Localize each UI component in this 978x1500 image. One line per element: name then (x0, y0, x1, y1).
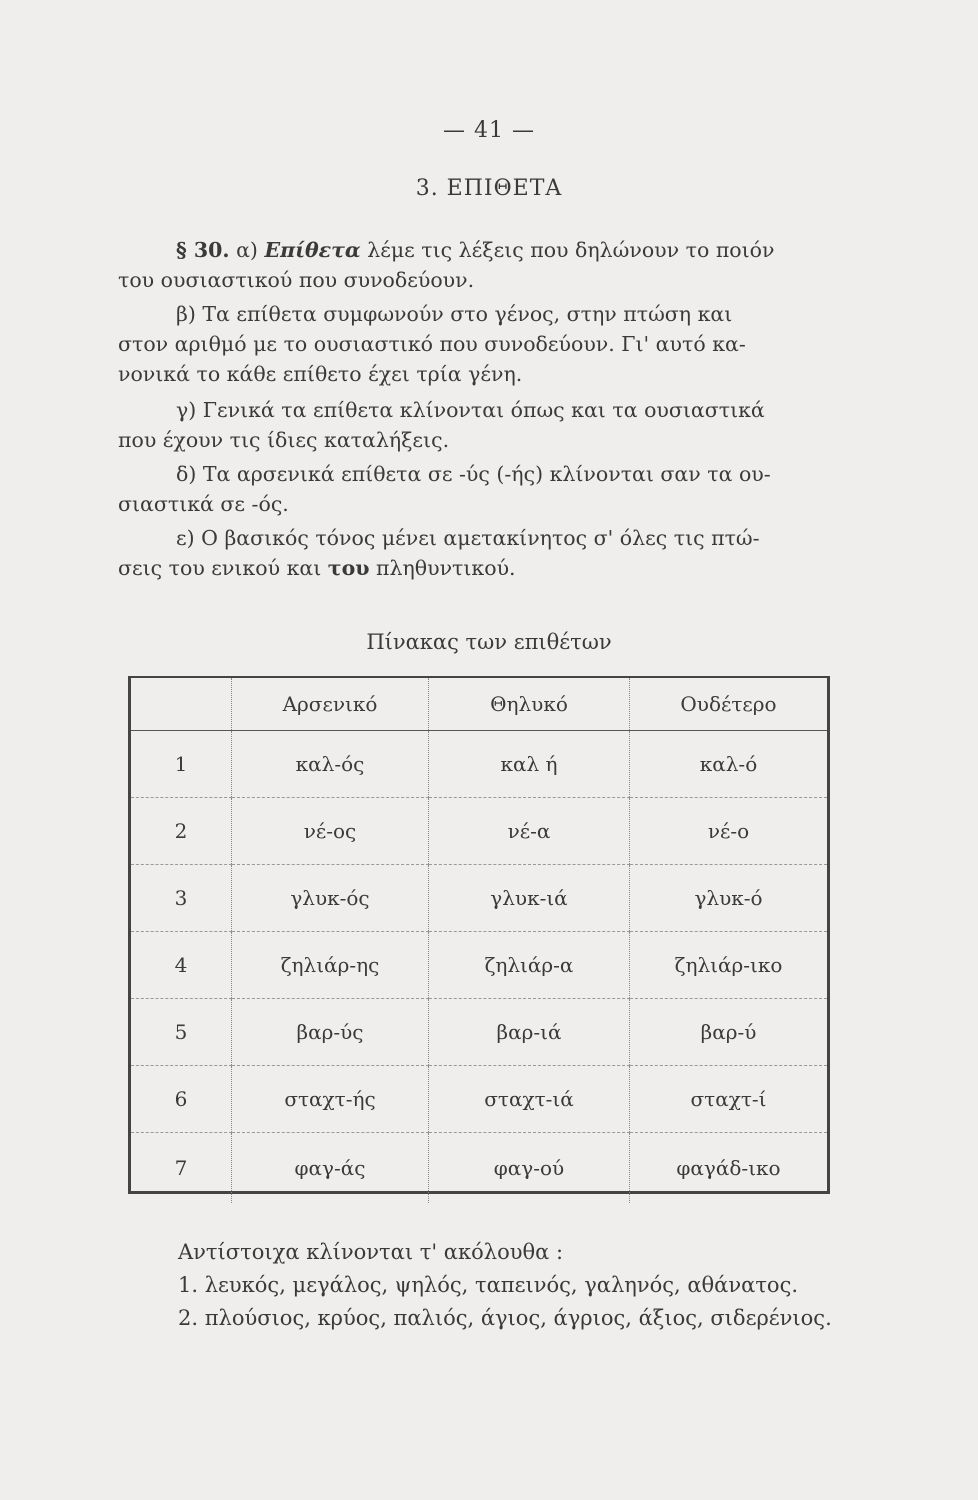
neuter-cell: βαρ-ύ (630, 999, 828, 1066)
masculine-cell: ζηλιάρ-ης (232, 932, 429, 999)
masculine-cell: γλυκ-ός (232, 865, 429, 932)
row-number: 6 (131, 1066, 232, 1133)
paragraph-e-line2-pre: σεις του ενικού και (118, 556, 322, 580)
paragraph-c-line2: που έχουν τις ίδιες καταλήξεις. (118, 428, 450, 452)
feminine-cell: ζηλιάρ-α (429, 932, 630, 999)
page-number: — 41 — (443, 118, 535, 143)
masculine-cell: βαρ-ύς (232, 999, 429, 1066)
header-neuter: Ουδέτερο (630, 678, 828, 731)
neuter-cell: σταχτ-ί (630, 1066, 828, 1133)
paragraph-e-line2-post: πληθυντικού. (376, 556, 516, 580)
feminine-cell: γλυκ-ιά (429, 865, 630, 932)
row-number: 4 (131, 932, 232, 999)
row-number: 5 (131, 999, 232, 1066)
paragraph-a (118, 236, 830, 296)
term-epitheta: Επίθετα (264, 238, 361, 262)
table-row (131, 999, 827, 1066)
declension-examples (178, 1236, 838, 1335)
masculine-cell: φαγ-άς (232, 1133, 429, 1204)
row-number: 1 (131, 731, 232, 798)
row-number: 7 (174, 1156, 188, 1180)
header-number (131, 678, 232, 731)
paragraph-e (118, 524, 830, 584)
paragraph-d-line2: σιαστικά σε -ός. (118, 492, 289, 516)
row-number: 3 (131, 865, 232, 932)
adjectives-table (128, 676, 830, 1194)
paragraph-e-line2-bold: του (327, 556, 370, 580)
table-row (131, 798, 827, 865)
neuter-cell: νέ-ο (630, 798, 828, 865)
feminine-cell: νέ-α (429, 798, 630, 865)
paragraph-d-line1: δ) Τα αρσενικά επίθετα σε -ύς (-ής) κλίνονται σαν τα ου- (176, 462, 771, 486)
paragraph-b-line1: β) Τα επίθετα συμφωνούν στο γένος, στην πτώση και (176, 302, 733, 326)
table-row (131, 731, 827, 798)
table-row (131, 932, 827, 999)
table-row (131, 865, 827, 932)
section-title: 3. ΕΠΙΘΕΤΑ (415, 176, 563, 201)
row-number: 2 (131, 798, 232, 865)
masculine-cell: νέ-ος (232, 798, 429, 865)
paragraph-a-line1: λέμε τις λέξεις που δηλώνουν το ποιόν (367, 238, 775, 262)
feminine-cell: φαγ-ού (429, 1133, 630, 1204)
examples-line-1: 1. λευκός, μεγάλος, ψηλός, ταπεινός, γαληνός, αθάνατος. (178, 1273, 799, 1297)
table-caption: Πίνακας των επιθέτων (366, 630, 612, 654)
header-feminine: Θηλυκό (429, 678, 630, 731)
neuter-cell: γλυκ-ό (630, 865, 828, 932)
neuter-cell: καλ-ό (630, 731, 828, 798)
table-row (131, 1066, 827, 1133)
neuter-cell: φαγάδ-ικο (630, 1133, 828, 1204)
feminine-cell: καλ ή (429, 731, 630, 798)
paragraph-a-line2: του ουσιαστικού που συνοδεύουν. (118, 268, 475, 292)
paragraph-c-line1: γ) Γενικά τα επίθετα κλίνονται όπως και τα ουσιαστικά (176, 398, 765, 422)
masculine-cell: καλ-ός (232, 731, 429, 798)
feminine-cell: βαρ-ιά (429, 999, 630, 1066)
paragraph-d (118, 460, 830, 520)
paragraph-c (118, 396, 830, 456)
examples-line-2: 2. πλούσιος, κρύος, παλιός, άγιος, άγριος, άξιος, σιδερένιος. (178, 1306, 832, 1330)
section-ref: § 30. (176, 238, 230, 262)
paragraph-b (118, 300, 830, 390)
masculine-cell: σταχτ-ής (232, 1066, 429, 1133)
neuter-cell: ζηλιάρ-ικο (630, 932, 828, 999)
feminine-cell: σταχτ-ιά (429, 1066, 630, 1133)
table-row (131, 1133, 827, 1204)
paragraph-b-line3: νονικά το κάθε επίθετο έχει τρία γένη. (118, 362, 523, 386)
header-masculine: Αρσενικό (232, 678, 429, 731)
examples-intro: Αντίστοιχα κλίνονται τ' ακόλουθα : (178, 1240, 564, 1264)
table-header-row (131, 678, 827, 731)
paragraph-e-line1: ε) Ο βασικός τόνος μένει αμετακίνητος σ' όλες τις πτώ- (176, 526, 760, 550)
paragraph-a-label: α) (236, 238, 258, 262)
paragraph-b-line2: στον αριθμό με το ουσιαστικό που συνοδεύουν. Γι' αυτό κα- (118, 332, 746, 356)
